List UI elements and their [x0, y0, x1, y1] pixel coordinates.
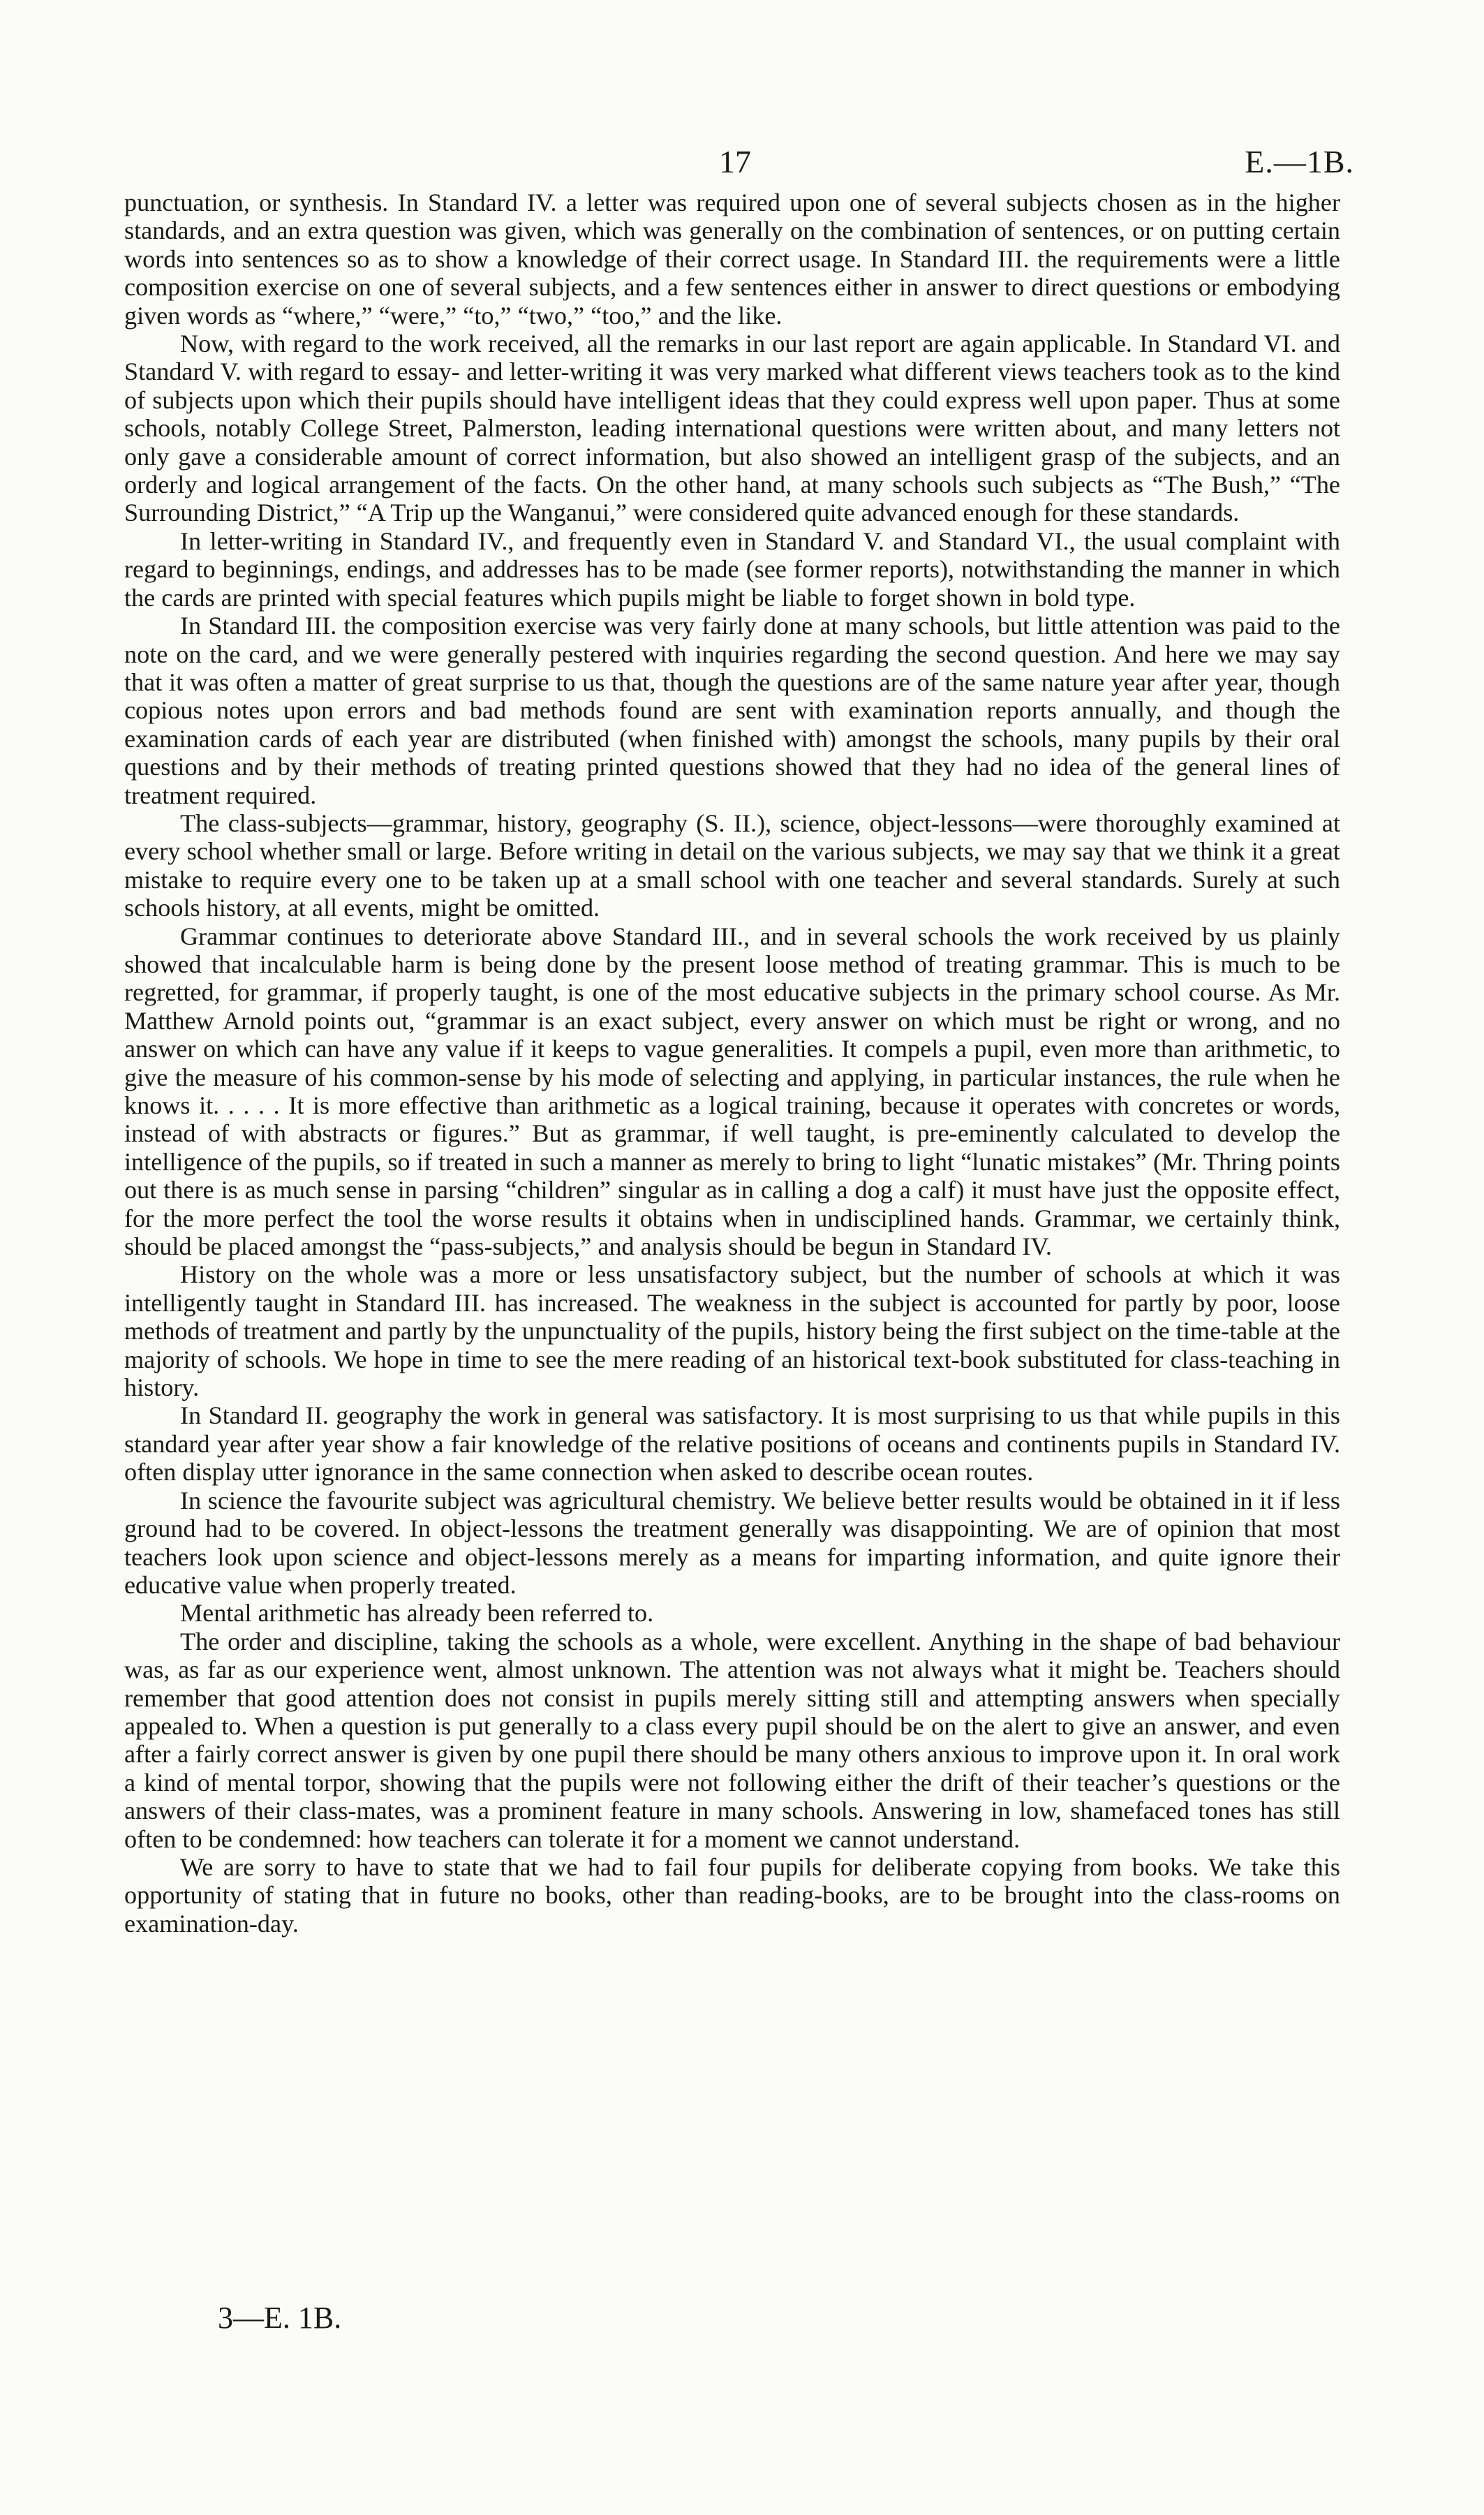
paragraph: The class-subjects—grammar, history, geography (S. II.), science, object-lessons—were thoroughly examined at every school whether small or large. Before writing in detail on the various subjects, we may say that we think it a great mistake to require every one to be taken up at a small school with one teacher and several standards. Surely at such schools history, at all events, might be omitted. — [124, 809, 1340, 922]
paragraph: History on the whole was a more or less unsatisfactory subject, but the number of schools at which it was intelligently taught in Standard III. has increased. The weakness in the subject is accounted for partly by poor, loose methods of treatment and partly by the unpunctuality of the pupils, history being the first subject on the time-table at the majority of schools. We hope in time to see the mere reading of an historical text-book substituted for class-teaching in history. — [124, 1260, 1340, 1402]
paragraph: In letter-writing in Standard IV., and frequently even in Standard V. and Standard VI., the usual complaint with regard to beginnings, endings, and addresses has to be made (see former reports), notwithstanding the manner in which the cards are printed with special features which pupils might be liable to forget shown in bold type. — [124, 526, 1340, 612]
paragraph: In Standard II. geography the work in general was satisfactory. It is most surprising to us that while pupils in this standard year after year show a fair knowledge of the relative positions of oceans and continents pupils in Standard IV. often display utter ignorance in the same connection when asked to describe ocean routes. — [124, 1401, 1340, 1487]
signature-reference: 3—E. 1B. — [218, 2301, 342, 2335]
paragraph: In science the favourite subject was agricultural chemistry. We believe better results would be obtained in it if less ground had to be covered. In object-lessons the treatment generally was disappointing. We are of opinion that most teachers look upon science and object-lessons merely as a means for imparting information, and quite ignore their educative value when properly treated. — [124, 1486, 1340, 1599]
body-text — [124, 189, 1340, 1938]
paragraph: punctuation, or synthesis. In Standard IV. a letter was required upon one of several subjects chosen as in the higher standards, and an extra question was given, which was generally on the combination of sentences, or on putting certain words into sentences so as to show a knowledge of their correct usage. In Standard III. the requirements were a little composition exercise on one of several subjects, and a few sentences either in answer to direct questions or embodying given words as “where,” “were,” “to,” “two,” “too,” and the like. — [124, 189, 1340, 330]
paragraph: In Standard III. the composition exercise was very fairly done at many schools, but little attention was paid to the note on the card, and we were generally pestered with inquiries regarding the second question. And here we may say that it was often a matter of great surprise to us that, though the questions are of the same nature year after year, though copious notes upon errors and bad methods found are sent with examination reports annually, and though the examination cards of each year are distributed (when finished with) amongst the schools, many pupils by their oral questions and by their methods of treating printed questions showed that they had no idea of the general lines of treatment required. — [124, 612, 1340, 809]
paragraph: The order and discipline, taking the schools as a whole, were excellent. Anything in the shape of bad behaviour was, as far as our experience went, almost unknown. The attention was not always what it might be. Teachers should remember that good attention does not consist in pupils merely sitting still and attempting answers when specially appealed to. When a question is put generally to a class every pupil should be on the alert to give an answer, and even after a fairly correct answer is given by one pupil there should be many others anxious to improve upon it. In oral work a kind of mental torpor, showing that the pupils were not following either the drift of their teacher’s questions or the answers of their class-mates, was a prominent feature in many schools. Answering in low, shamefaced tones has still often to be condemned: how teachers can tolerate it for a moment we cannot understand. — [124, 1627, 1340, 1853]
paragraph: Now, with regard to the work received, all the remarks in our last report are again applicable. In Standard VI. and Standard V. with regard to essay- and letter-writing it was very marked what different views teachers took as to the kind of subjects upon which their pupils should have intelligent ideas that they could express well upon paper. Thus at some schools, notably College Street, Palmerston, leading international questions were written about, and many letters not only gave a considerable amount of correct information, but also showed an intelligent grasp of the subjects, and an orderly and logical arrangement of the facts. On the other hand, at many schools such subjects as “The Bush,” “The Surrounding District,” “A Trip up the Wanganui,” were considered quite advanced enough for these standards. — [124, 330, 1340, 527]
page-header — [0, 143, 1484, 185]
paragraph: Grammar continues to deteriorate above Standard III., and in several schools the work received by us plainly showed that incalculable harm is being done by the present loose method of treating grammar. This is much to be regretted, for grammar, if properly taught, is one of the most educative subjects in the primary school course. As Mr. Matthew Arnold points out, “grammar is an exact subject, every answer on which must be right or wrong, and no answer on which can have any value if it keeps to vague generalities. It compels a pupil, even more than arithmetic, to give the measure of his common-sense by his mode of selecting and applying, in particular instances, the rule when he knows it. . . . . It is more effective than arithmetic as a logical training, because it operates with concretes or words, instead of with abstracts or figures.” But as grammar, if well taught, is pre-eminently calculated to develop the intelligence of the pupils, so if treated in such a manner as merely to bring to light “lunatic mistakes” (Mr. Thring points out there is as much sense in parsing “children” singular as in calling a dog a calf) it must have just the opposite effect, for the more perfect the tool the worse results it obtains when in undisciplined hands. Grammar, we certainly think, should be placed amongst the “pass-subjects,” and analysis should be begun in Standard IV. — [124, 922, 1340, 1261]
paragraph: We are sorry to have to state that we had to fail four pupils for deliberate copying from books. We take this opportunity of stating that in future no books, other than reading-books, are to be brought into the class-rooms on examination-day. — [124, 1852, 1340, 1938]
paragraph: Mental arithmetic has already been referred to. — [180, 1599, 654, 1628]
document-reference: E.—1B. — [1245, 144, 1354, 179]
page-number: 17 — [719, 144, 751, 179]
